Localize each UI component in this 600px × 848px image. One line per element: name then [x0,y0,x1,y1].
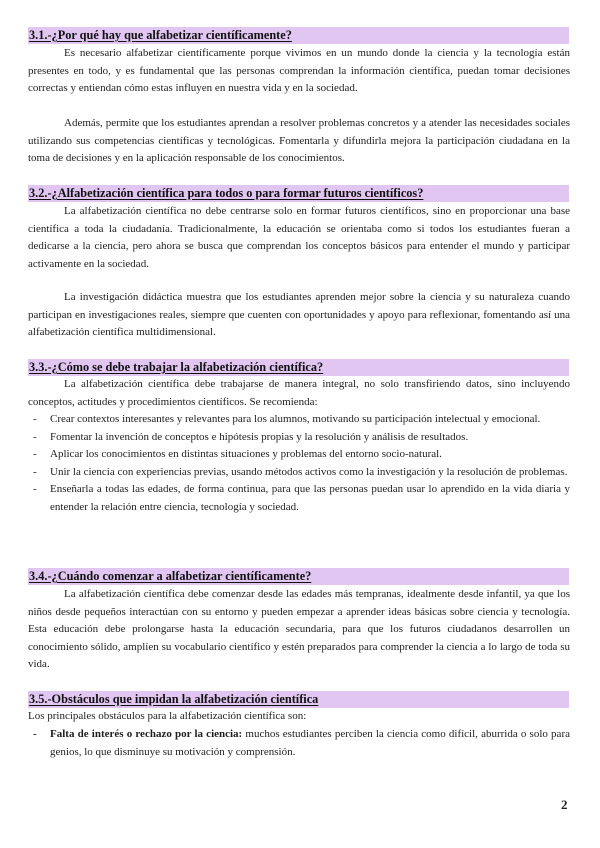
section-3-5-bullet-list [28,726,570,761]
section-heading-3-1: 3.1.-¿Por qué hay que alfabetizar científicamente? [28,27,569,44]
section-3-2-paragraph-2: La investigación didáctica muestra que los estudiantes aprenden mejor sobre la ciencia y su naturaleza cuando participan en investigaciones reales, siempre que cuenten con oportunidades y apoyo para reflexionar, fomentando así una alfabetización científica multidimensional. [28,291,570,339]
section-3-1-paragraph-1: Es necesario alfabetizar científicamente porque vivimos en un mundo donde la ciencia y la tecnología están presentes en todo, y es fundamental que las personas comprendan la información científica, puedan tomar decisiones correctas y entiendan cómo estas influyen en nuestra vida y en la sociedad. [28,47,570,95]
section-heading-3-3: 3.3.-¿Cómo se debe trabajar la alfabetización científica? [28,359,569,376]
section-3-3-bullet-list [28,411,570,517]
section-heading-3-5: 3.5.-Obstáculos que impidan la alfabetización científica [28,691,569,708]
page-number: 2 [561,797,568,812]
bullet-dash-icon: - [33,465,37,478]
section-heading-3-2: 3.2.-¿Alfabetización científica para todos o para formar futuros científicos? [28,185,569,202]
section-3-4-paragraph-1: La alfabetización científica debe comenzar desde las edades más tempranas, idealmente desde infantil, ya que los niños desde pequeños interactúan con su entorno y pueden empezar a aprender ideas básicas sobre ciencia y tecnología. Esta educación debe prolongarse hasta la educación secundaria, para que los futuros ciudadanos desarrollen un conocimiento sólido, amplíen su vocabulario científico y estén preparados para comprender la ciencia a lo largo de toda su vida. [28,588,570,671]
bullet-dash-icon: - [33,448,37,461]
bullet-dash-icon: - [33,413,37,425]
section-3-5-intro: Los principales obstáculos para la alfabetización científica son: [28,710,307,722]
list-item: - Fomentar la invención de conceptos e hipótesis propias y la resolución y análisis de resultados. [28,429,570,447]
obstacle-description: muchos estudiantes perciben la ciencia como difícil, aburrida o solo para genios, lo que disminuye su motivación y comprensión. [50,728,570,758]
list-item: - Crear contextos interesantes y relevantes para los alumnos, motivando su participación intelectual y emocional. [28,411,570,429]
section-3-3-paragraph-1: La alfabetización científica debe trabajarse de manera integral, no solo transfiriendo datos, sino incluyendo conceptos, actitudes y procedimientos científicos. Se recomienda: [28,378,570,408]
section-3-2-paragraph-1: La alfabetización científica no debe centrarse solo en formar futuros científicos, sino en proporcionar una base científica a toda la ciudadanía. Tradicionalmente, la educación se orientaba como si todos los estudiantes fueran a dedicarse a la ciencia, pero ahora se busca que comprendan los conceptos básicos para entender el mundo y participar activamente en la sociedad. [28,205,570,270]
bullet-dash-icon: - [33,728,37,740]
list-item: - Enseñarla a todas las edades, de forma continua, para que las personas puedan usar lo aprendido en la vida diaria y entender la relación entre ciencia, tecnología y sociedad. [33,483,570,513]
bullet-dash-icon: - [33,430,37,443]
obstacle-title: Falta de interés o rechazo por la ciencia: [50,728,243,740]
section-3-1-paragraph-2: Además, permite que los estudiantes aprendan a resolver problemas concretos y a atender las necesidades sociales utilizando sus competencias científicas y tecnológicas. Fomentarla y difundirla mejora la participación ciudadana en la toma de decisiones y en la aplicación responsable de los conocimientos. [28,117,570,165]
list-item: - Unir la ciencia con experiencias previas, usando métodos activos como la investigación y la resolución de problemas. [28,464,570,482]
section-heading-3-4: 3.4.-¿Cuándo comenzar a alfabetizar científicamente? [28,568,569,585]
list-item: - Aplicar los conocimientos en distintas situaciones y problemas del entorno socio-natural. [28,446,570,464]
list-item [28,726,570,761]
bullet-dash-icon: - [33,483,37,496]
